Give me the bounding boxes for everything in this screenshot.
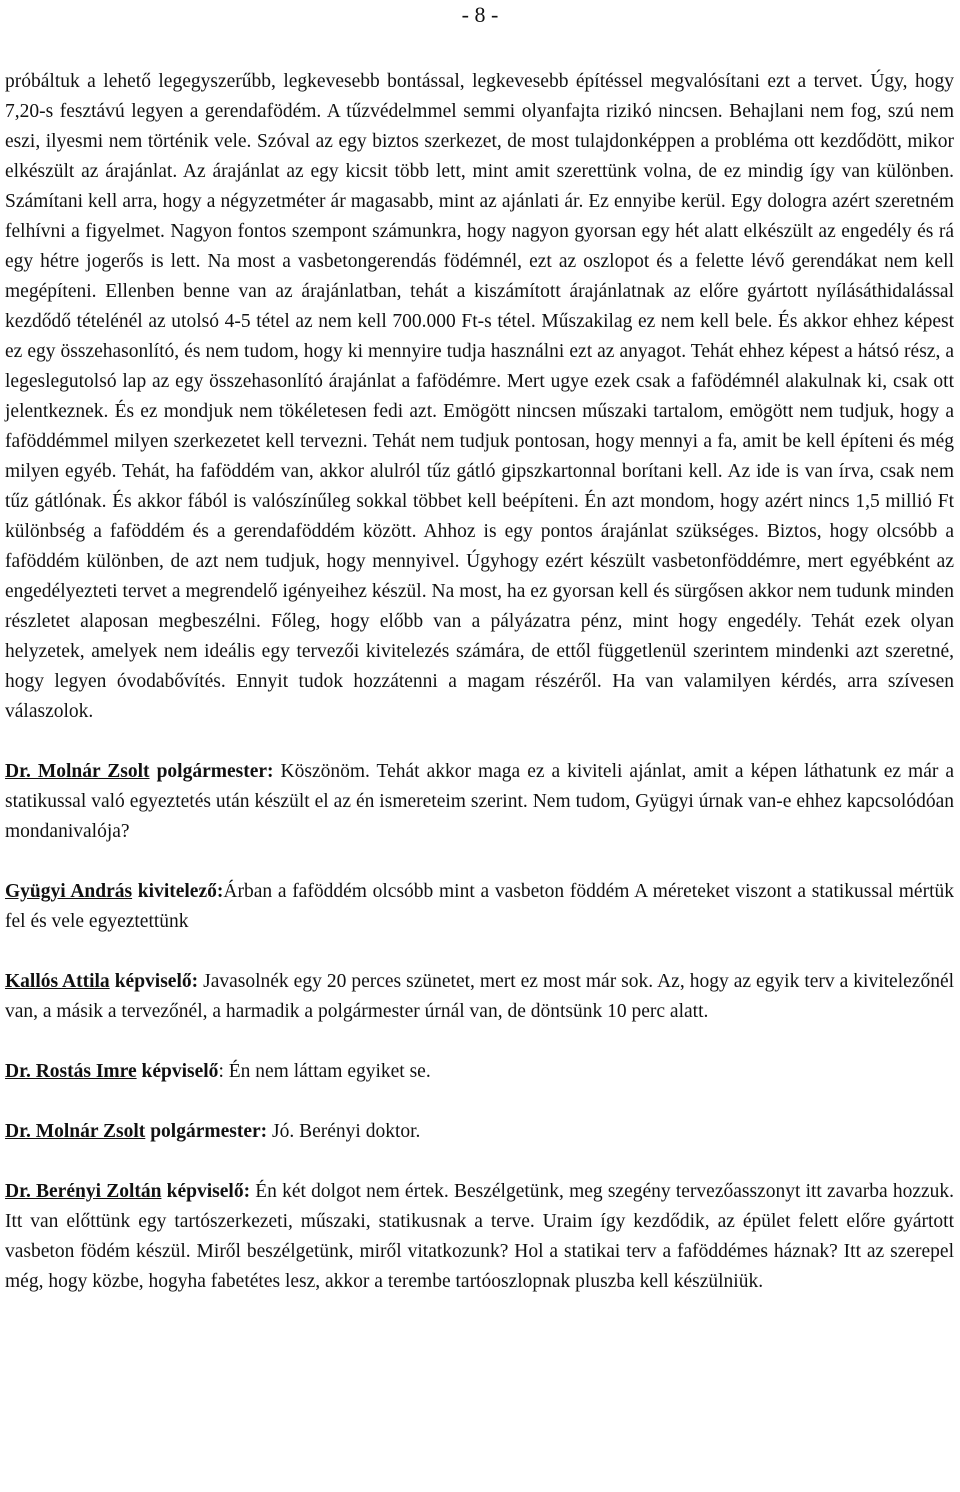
speaker-role: polgármester: <box>145 1121 268 1142</box>
speech-text: Javasolnék egy 20 perces szünetet, mert ez most már sok. Az, hogy az egyik terv a kivitelezőnél van, a másik a tervezőnél, a harmadik a polgármester úrnál van, de döntsünk 10 perc alatt. <box>5 971 955 1022</box>
paragraph-speaker-rostas <box>5 1057 954 1087</box>
speaker-role: kivitelező: <box>132 881 224 902</box>
paragraph-speaker-molnar-2 <box>5 1117 954 1147</box>
paragraph-speaker-kallos <box>5 967 954 1027</box>
speaker-role: képviselő <box>136 1061 219 1082</box>
paragraph-speaker-berenyi <box>5 1177 954 1297</box>
speaker-name: Kallós Attila <box>5 971 110 992</box>
speaker-role: polgármester: <box>149 761 274 782</box>
page-number: - 8 - <box>461 2 499 27</box>
speech-text: : Én nem láttam egyiket se. <box>218 1061 431 1082</box>
paragraph-continuation <box>5 67 954 727</box>
speech-text: Jó. Berényi doktor. <box>267 1121 421 1142</box>
speaker-role: képviselő: <box>161 1181 251 1202</box>
speaker-name: Dr. Rostás Imre <box>5 1061 137 1082</box>
speaker-role: képviselő: <box>109 971 199 992</box>
document-body <box>5 67 954 1297</box>
speech-text: Árban a faföddém olcsóbb mint a vasbeton föddém A méreteket viszont a statikussal mértük fel és vele egyeztettünk <box>5 881 954 932</box>
paragraph-speaker-gyugyi <box>5 877 954 937</box>
speaker-name: Gyügyi András <box>5 881 133 902</box>
paragraph-text: próbáltuk a lehető legegyszerűbb, legkevesebb bontással, legkevesebb építéssel megvalósítani ezt a tervet. Úgy, hogy 7,20-s fesztávú legyen a gerendafödém. A tűzvédelmmel semmi olyanfajta rizikó nincsen. Behajlani nem fog, szú nem eszi, ilyesmi nem történik vele. Szóval az egy biztos szerkezet, de most tulajdonképpen a probléma ott kezdődött, mikor elkészült az árajánlat. Az árajánlat az egy kicsit több lett, mint amit szerettünk volna, de ez mindig így van különben. Számítani kell arra, hogy a négyzetméter ár magasabb, mint az ajánlati ár. Ez ennyibe kerül. Egy dologra azért szeretném felhívni a figyelmet. Nagyon fontos szempont számunkra, hogy nagyon gyorsan egy hét alatt elkészült az engedély és rá egy hétre jogerős is lett. Na most a vasbetongerendás födémnél, ezt az oszlopot és a felette lévő gerendákat nem kell megépíteni. Ellenben benne van az árajánlatban, tehát a kiszámított árajánlatnak az előre gyártott nyílásáthidalással kezdődő tételénél az utolsó 4-5 tétel az nem kell 700.000 Ft-s tétel. Műszakilag ez nem kell bele. És akkor ehhez képest ez egy összehasonlító, és nem tudom, hogy ki mennyire tudja használni ezt az anyagot. Tehát ehhez képest a hátsó rész, a legeslegutolsó lap az egy összehasonlító árajánlat a fafödémre. Mert ugye ezek csak a fafödémnél alakulnak ki, csak ott jelentkeznek. És ez mondjuk nem tökéletesen fedi azt. Emögött nincsen műszaki tartalom, emögött nem tudjuk, hogy a faföddémmel milyen szerkezetet kell tervezni. Tehát nem tudjuk pontosan, hogy mennyi a fa, amit be kell építeni és még milyen egyéb. Tehát, ha faföddém van, akkor alulról tűz gátló gipszkartonnal borítani kell. Az ide is van írva, csak nem tűz gátlónak. És akkor fából is valószínűleg sokkal többet kell beépíteni. Én azt mondom, hogy azért nincs 1,5 millió Ft különbség a faföddém és a gerendaföddém között. Ahhoz is egy pontos árajánlat szükséges. Biztos, hogy olcsóbb a faföddém különben, de azt nem tudjuk, hogy mennyivel. Úgyhogy ezért készült vasbetonföddémre, mert egyébként az engedélyezteti tervet a megrendelő igényeihez készül. Na most, ha ez gyorsan kell és sürgősen akkor nem tudunk minden részletet alaposan megbeszélni. Főleg, hogy előbb van a pályázatra pénz, mint hogy engedély. Tehát ezek olyan helyzetek, amelyek nem ideális egy tervezői kivitelezés számára, de ettől függetlenül szerintem mindenki azt szeretné, hogy legyen óvodabővítés. Ennyit tudok hozzátenni a magam részéről. Ha van valamilyen kérdés, arra szívesen válaszolok. <box>5 71 954 722</box>
speaker-name: Dr. Molnár Zsolt <box>5 761 150 782</box>
paragraph-speaker-molnar-1 <box>5 757 954 847</box>
speaker-name: Dr. Berényi Zoltán <box>5 1181 162 1202</box>
speech-text: Én két dolgot nem értek. Beszélgetünk, meg szegény tervezőasszonyt itt zavarba hozzuk. Itt van előttünk egy tartószerkezeti, műszaki, statikusnak a terve. Uraim így kezdődik, az épület felett előre gyártott vasbeton födém készül. Miről beszélgetünk, miről vitatkozunk? Hol a statikai terv a faföddémes háznak? Itt az szerepel még, hogy közbe, hogyha fabetétes lesz, akkor a terembe tartóoszlopnak pluszba kell készülniük. <box>5 1181 955 1292</box>
speaker-name: Dr. Molnár Zsolt <box>5 1121 146 1142</box>
speech-text: Köszönöm. Tehát akkor maga ez a kiviteli ajánlat, amit a képen láthatunk ez már a statikussal való egyeztetés után készült el az én ismereteim szerint. Nem tudom, Gyügyi úrnak van-e ehhez kapcsolódóan mondanivalója? <box>5 761 954 842</box>
